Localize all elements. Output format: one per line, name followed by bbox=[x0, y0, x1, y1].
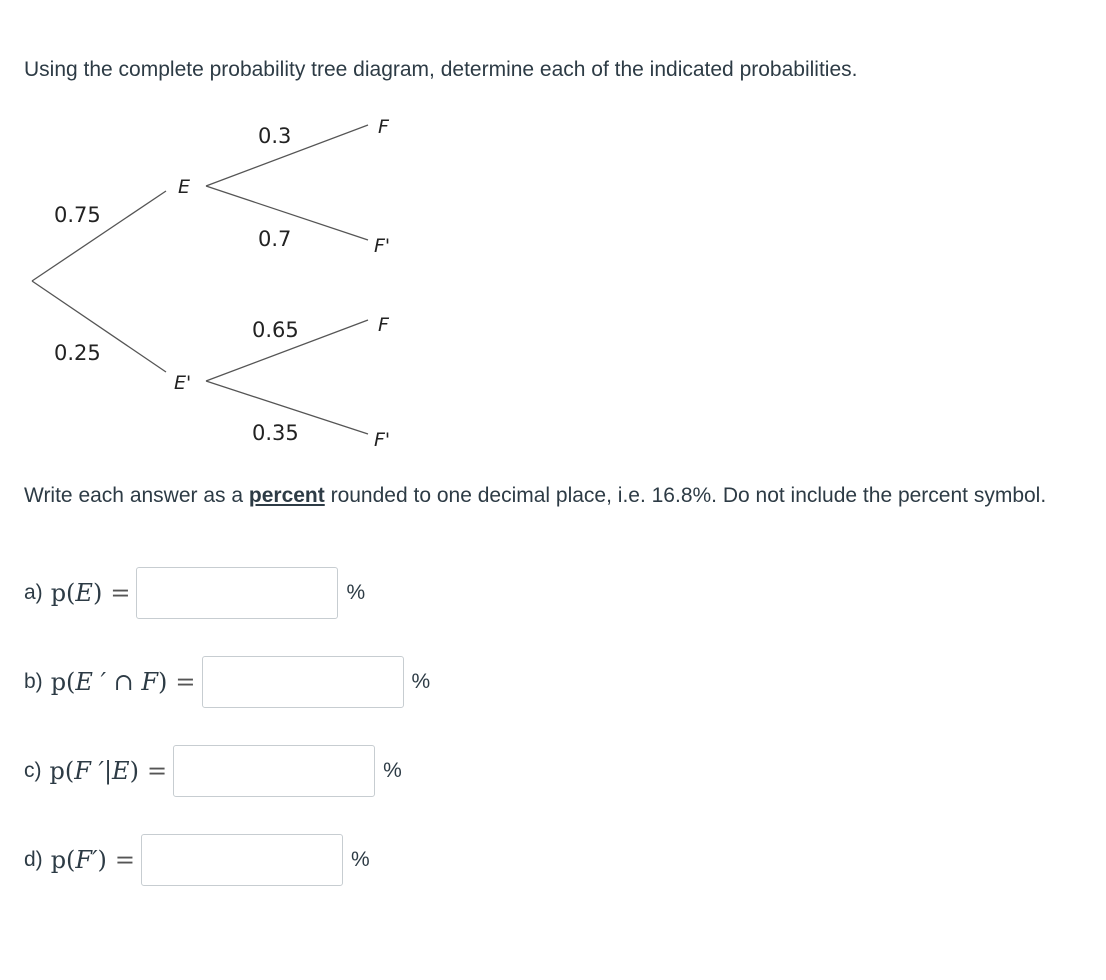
question-expression bbox=[51, 668, 168, 696]
percent-unit: % bbox=[411, 670, 431, 693]
prob-E-prime-label: 0.25 bbox=[54, 341, 101, 365]
instruction-note bbox=[24, 478, 1094, 514]
prob-E-label: 0.75 bbox=[54, 203, 101, 227]
probability-tree-diagram bbox=[0, 100, 520, 460]
expr-fn: p( bbox=[49, 757, 75, 785]
note-emphasis: percent bbox=[248, 484, 325, 507]
question-expression bbox=[50, 757, 139, 785]
equals-sign: = bbox=[175, 668, 196, 696]
expr-body: E bbox=[75, 579, 93, 607]
note-after: rounded to one decimal place, i.e. 16.8%. Do not include the percent symbol. bbox=[324, 484, 1047, 507]
expr-body: F′ bbox=[75, 846, 98, 874]
leaf-F-prime-bottom: F' bbox=[374, 429, 391, 451]
question-c bbox=[24, 745, 402, 797]
answer-input-d[interactable] bbox=[141, 834, 343, 886]
expr-fn: p( bbox=[50, 668, 76, 696]
question-letter: a) bbox=[24, 581, 43, 604]
equals-sign: = bbox=[110, 579, 131, 607]
question-a bbox=[24, 567, 365, 619]
question-letter: d) bbox=[24, 848, 43, 871]
node-E-prime-label: E' bbox=[174, 372, 192, 394]
percent-unit: % bbox=[346, 581, 366, 604]
equals-sign: = bbox=[114, 846, 136, 874]
answer-input-c[interactable] bbox=[173, 745, 375, 797]
expr-fn: p( bbox=[50, 579, 76, 607]
prob-F-prime-given-E-prime-label: 0.35 bbox=[252, 421, 299, 445]
leaf-F-prime-top: F' bbox=[374, 235, 391, 257]
question-letter: c) bbox=[24, 759, 42, 782]
percent-unit: % bbox=[351, 848, 370, 871]
answer-input-b[interactable] bbox=[202, 656, 404, 708]
expr-end: ) bbox=[92, 579, 103, 607]
note-before: Write each answer as a bbox=[24, 484, 249, 507]
instruction-text: Using the complete probability tree diagram, determine each of the indicated probabilities. bbox=[24, 58, 858, 81]
leaf-F-top: F bbox=[378, 116, 389, 138]
leaf-F-bottom: F bbox=[378, 314, 389, 336]
question-expression bbox=[51, 579, 103, 607]
expr-body: F ′|E bbox=[74, 757, 130, 785]
prob-F-given-E-label: 0.3 bbox=[258, 124, 292, 148]
answer-input-a[interactable] bbox=[136, 567, 338, 619]
equals-sign: = bbox=[146, 757, 168, 785]
expr-end: ) bbox=[158, 668, 168, 696]
question-expression bbox=[51, 846, 107, 874]
question-d bbox=[24, 834, 370, 886]
percent-unit: % bbox=[383, 759, 402, 782]
node-E-label: E bbox=[178, 176, 191, 198]
question-letter: b) bbox=[24, 670, 43, 693]
expr-fn: p( bbox=[50, 846, 76, 874]
expr-body: E ′ ∩ F bbox=[75, 668, 159, 696]
expr-end: ) bbox=[129, 757, 139, 785]
question-b bbox=[24, 656, 430, 708]
prob-F-prime-given-E-label: 0.7 bbox=[258, 227, 292, 251]
prob-F-given-E-prime-label: 0.65 bbox=[252, 318, 299, 342]
expr-end: ) bbox=[97, 846, 107, 874]
